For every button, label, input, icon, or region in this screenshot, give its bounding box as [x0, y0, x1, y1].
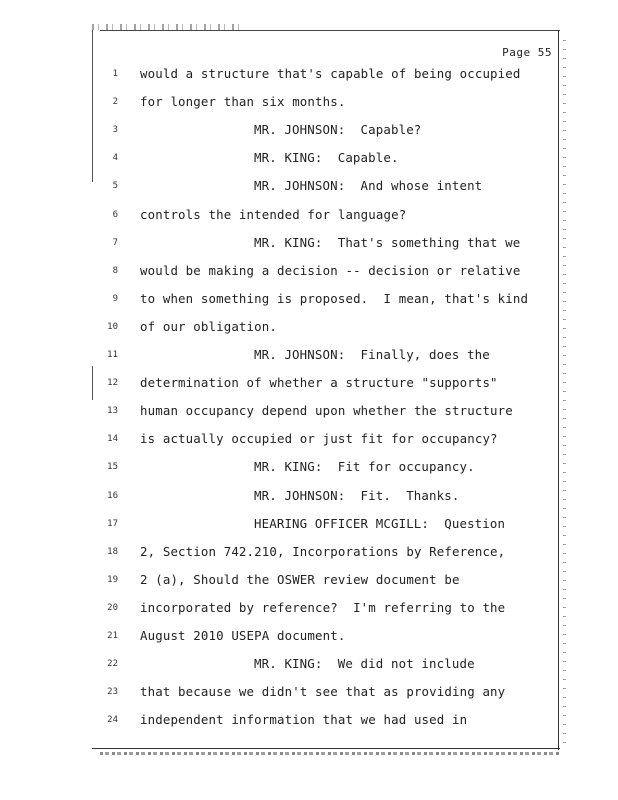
line-text: of our obligation. [140, 318, 277, 334]
line-number: 5 [112, 181, 118, 192]
transcript-line [0, 654, 560, 674]
transcript-line [0, 345, 560, 365]
line-number: 18 [107, 546, 118, 557]
line-number: 8 [112, 265, 118, 276]
line-text: August 2010 USEPA document. [140, 628, 346, 643]
line-text: MR. JOHNSON: Finally, does the [254, 347, 490, 362]
line-number: 16 [107, 490, 118, 501]
line-text: independent information that we had used in [140, 712, 468, 728]
line-number: 10 [107, 321, 118, 332]
line-text: to when something is proposed. I mean, that's kind [140, 290, 529, 306]
transcript-line [0, 598, 560, 618]
line-text: human occupancy depend upon whether the structure [140, 403, 513, 419]
scan-artifact-right [563, 40, 566, 750]
line-number: 6 [112, 209, 118, 220]
transcript-line [0, 457, 560, 477]
line-text: MR. KING: Capable. [254, 150, 399, 166]
line-number: 20 [107, 602, 118, 613]
top-border [100, 30, 560, 31]
line-number: 17 [107, 518, 118, 529]
line-text: would be making a decision -- decision or relative [140, 262, 521, 278]
transcript-line [0, 710, 560, 730]
transcript-line [0, 261, 560, 281]
line-text: 2, Section 742.210, Incorporations by Reference, [140, 543, 506, 559]
scan-artifact-bottom [100, 752, 560, 755]
line-number: 21 [107, 631, 118, 641]
transcript-line [0, 682, 560, 702]
line-number: 11 [107, 350, 118, 360]
page-number: Page 55 [502, 46, 552, 59]
line-text: MR. JOHNSON: Capable? [254, 122, 422, 138]
transcript-line [0, 401, 560, 421]
line-number: 4 [112, 153, 118, 164]
line-text: controls the intended for language? [140, 206, 407, 222]
transcript-line [0, 289, 560, 309]
transcript-line [0, 120, 560, 140]
transcript-line [0, 205, 560, 225]
line-text: that because we didn't see that as providing any [140, 684, 506, 700]
line-text: 2 (a), Should the OSWER review document be [140, 571, 460, 587]
line-number: 14 [107, 434, 118, 445]
line-number: 2 [112, 97, 118, 108]
line-text: would a structure that's capable of being occupied [140, 66, 521, 81]
line-text: is actually occupied or just fit for occupancy? [140, 431, 498, 447]
transcript-line [0, 148, 560, 168]
line-number: 1 [112, 69, 118, 79]
line-number: 15 [107, 462, 118, 473]
line-number: 3 [112, 125, 118, 136]
transcript-line [0, 626, 560, 646]
transcript-line [0, 233, 560, 253]
line-number: 24 [107, 715, 118, 726]
line-number: 9 [112, 293, 118, 304]
line-text: MR. KING: Fit for occupancy. [254, 459, 475, 475]
line-number: 19 [107, 574, 118, 585]
transcript-line [0, 92, 560, 112]
transcript-line [0, 542, 560, 562]
line-text: determination of whether a structure "supports" [140, 375, 498, 391]
line-text: HEARING OFFICER MCGILL: Question [254, 515, 506, 531]
transcript-line [0, 373, 560, 393]
transcript-line [0, 317, 560, 337]
line-number: 22 [107, 659, 118, 670]
line-number: 12 [107, 378, 118, 389]
line-number: 7 [112, 237, 118, 248]
transcript-line [0, 176, 560, 196]
line-text: MR. KING: We did not include [254, 656, 475, 672]
transcript-line [0, 486, 560, 506]
line-text: for longer than six months. [140, 94, 346, 110]
line-text: MR. JOHNSON: And whose intent [254, 178, 483, 194]
bottom-border [92, 748, 560, 749]
transcript-line [0, 570, 560, 590]
line-text: MR. JOHNSON: Fit. Thanks. [254, 487, 460, 503]
transcript-line [0, 514, 560, 534]
transcript-line [0, 429, 560, 449]
transcript-line [0, 64, 560, 84]
line-number: 13 [107, 406, 118, 417]
line-text: MR. KING: That's something that we [254, 234, 521, 250]
line-number: 23 [107, 687, 118, 698]
line-text: incorporated by reference? I'm referring to the [140, 599, 506, 615]
